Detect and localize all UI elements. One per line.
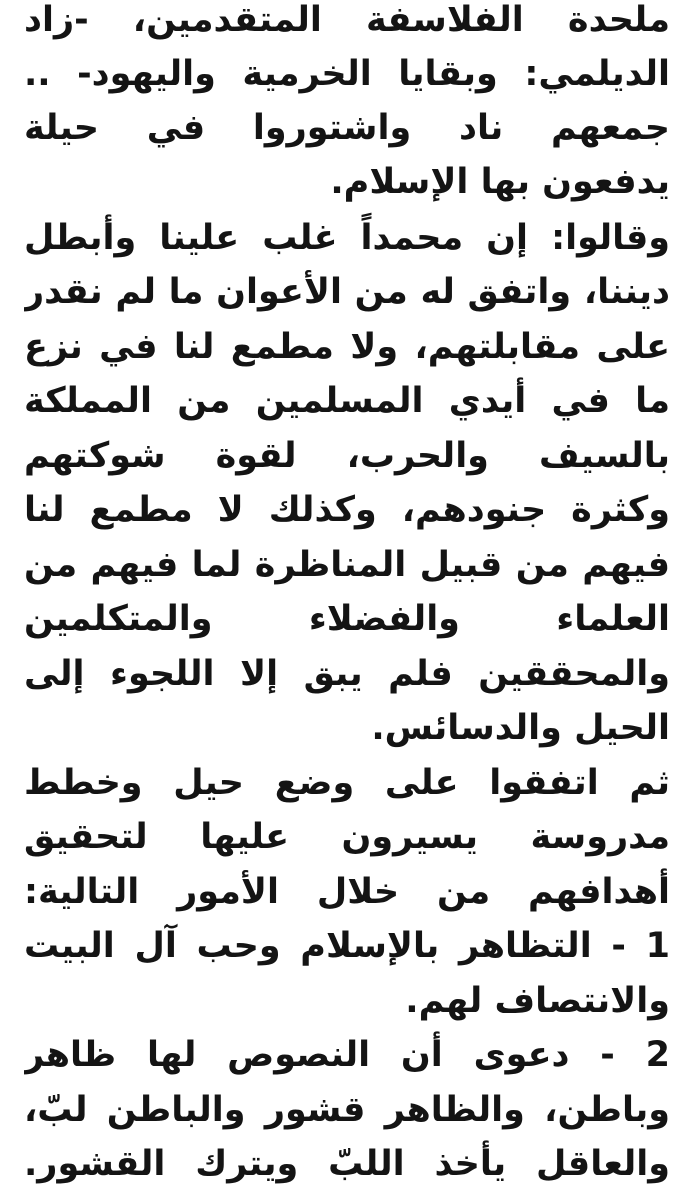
text-line: ملحدة الفلاسفة المتقدمين، -زاد <box>24 0 670 40</box>
text-line: بالسيف والحرب، لقوة شوكتهم <box>24 436 670 476</box>
text-line: 2 - دعوى أن النصوص لها ظاهر <box>24 1035 670 1075</box>
text-line: ثم اتفقوا على وضع حيل وخطط <box>24 763 670 803</box>
text-line: ديننا، واتفق له من الأعوان ما لم نقدر <box>24 272 670 312</box>
text-line: والانتصاف لهم. <box>405 981 670 1021</box>
text-line: جمعهم ناد واشتوروا في حيلة <box>24 108 670 148</box>
text-line: 1 - التظاهر بالإسلام وحب آل البيت <box>24 926 670 966</box>
text-line: وكثرة جنودهم، وكذلك لا مطمع لنا <box>24 490 670 530</box>
text-line: يدفعون بها الإسلام. <box>330 162 670 202</box>
text-line: الحيل والدسائس. <box>371 708 670 748</box>
text-line: مدروسة يسيرون عليها لتحقيق <box>24 817 670 857</box>
text-line: على مقابلتهم، ولا مطمع لنا في نزع <box>24 327 670 367</box>
text-line: ما في أيدي المسلمين من المملكة <box>24 381 670 421</box>
text-line: وقالوا: إن محمداً غلب علينا وأبطل <box>24 218 670 258</box>
text-line: فيهم من قبيل المناظرة لما فيهم من <box>24 545 670 585</box>
text-line: الديلمي: وبقايا الخرمية واليهود- .. <box>24 54 670 94</box>
text-line: وباطن، والظاهر قشور والباطن لبّ، <box>24 1090 670 1130</box>
text-line: العلماء والفضلاء والمتكلمين <box>24 599 670 639</box>
text-line: والمحققين فلم يبق إلا اللجوء إلى <box>24 654 670 694</box>
text-line: والعاقل يأخذ اللبّ ويترك القشور. <box>24 1144 670 1184</box>
text-line: أهدافهم من خلال الأمور التالية: <box>24 872 670 912</box>
